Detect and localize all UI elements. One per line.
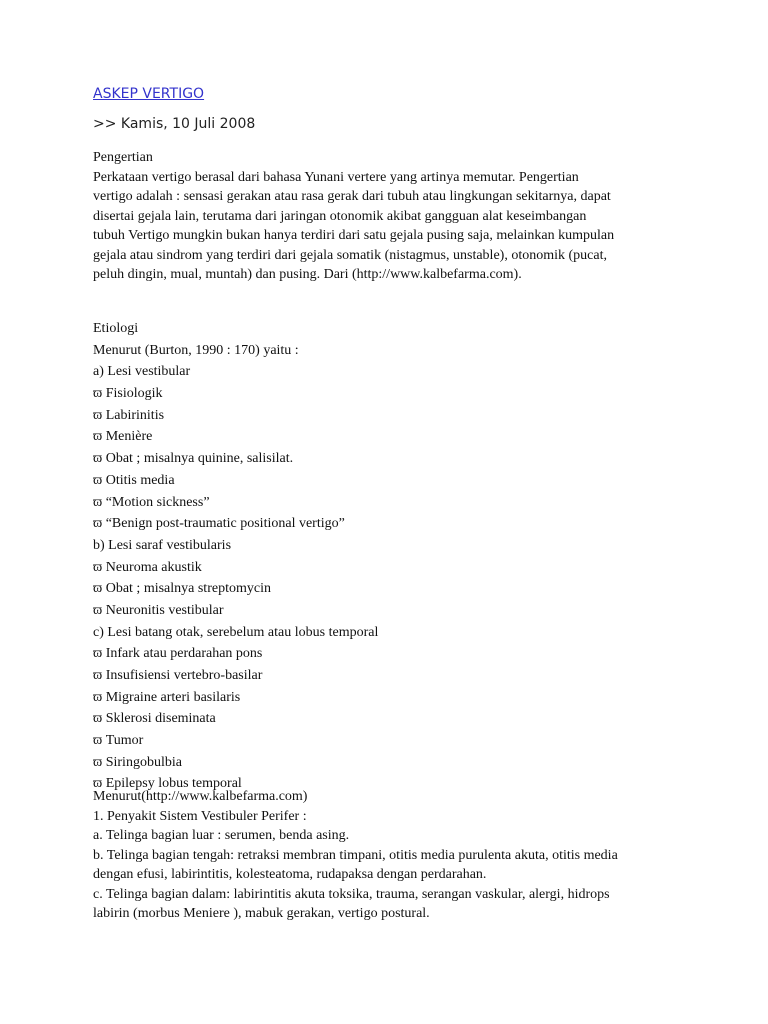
paragraph-line: gejala atau sindrom yang terdiri dari gejala somatik (nistagmus, unstable), otonomik (pucat, [93,247,607,263]
post-date: >> Kamis, 10 Juli 2008 [93,116,256,132]
section-heading: Pengertian [93,150,153,165]
paragraph-line: peluh dingin, mual, muntah) dan pusing. Dari (http://www.kalbefarma.com). [93,267,522,282]
list-item: ϖ Siringobulbia [93,754,182,770]
list-item: ϖ Insufisiensi vertebro-basilar [93,668,263,683]
list-item: ϖ “Benign post-traumatic positional vertigo” [93,516,345,532]
list-item: a. Telinga bagian luar : serumen, benda asing. [93,828,350,843]
list-item: ϖ Tumor [93,733,144,749]
list-item: ϖ “Motion sickness” [93,494,210,510]
numbered-heading: 1. Penyakit Sistem Vestibuler Perifer : [93,808,307,824]
list-item: dengan efusi, labirintitis, kolesteatoma, rudapaksa dengan perdarahan. [93,867,487,882]
list-item: ϖ Menière [93,429,153,445]
list-item: ϖ Fisiologik [93,386,163,402]
list-group-heading: a) Lesi vestibular [93,364,191,380]
paragraph-line: Perkataan vertigo berasal dari bahasa Yunani vertere yang artinya memutar. Pengertian [93,169,579,185]
list-item: ϖ Neuroma akustik [93,559,202,575]
list-item: ϖ Migraine arteri basilaris [93,689,241,705]
list-item: ϖ Infark atau perdarahan pons [93,646,263,662]
list-item: ϖ Sklerosi diseminata [93,711,216,727]
list-item: labirin (morbus Meniere ), mabuk gerakan, vertigo postural. [93,906,430,921]
kalbefarma-section [93,787,693,924]
list-item: ϖ Labirinitis [93,407,165,423]
list-item: ϖ Obat ; misalnya streptomycin [93,581,271,597]
list-item: c. Telinga bagian dalam: labirintitis akuta toksika, trauma, serangan vaskular, alergi, hidrops [93,886,610,902]
section-heading: Etiologi [93,321,139,336]
etiologi-section [93,318,693,795]
paragraph-line: tubuh Vertigo mungkin bukan hanya terdiri dari satu gejala pusing saja, melainkan kumpulan [93,228,615,243]
pengertian-section [93,148,683,285]
list-item: ϖ Otitis media [93,472,175,488]
list-item: ϖ Obat ; misalnya quinine, salisilat. [93,451,294,467]
paragraph-line: vertigo adalah : sensasi gerakan atau rasa gerak dari tubuh atau lingkungan sekitarnya, dapat [93,189,611,204]
list-group-heading: b) Lesi saraf vestibularis [93,537,232,553]
list-group-heading: c) Lesi batang otak, serebelum atau lobus temporal [93,624,379,640]
source-heading: Menurut(http://www.kalbefarma.com) [93,789,308,804]
list-item: ϖ Epilepsy lobus temporal [93,776,242,792]
title-link[interactable]: ASKEP VERTIGO [93,86,205,102]
list-item: b. Telinga bagian tengah: retraksi membran timpani, otitis media purulenta akuta, otitis media [93,847,618,863]
list-intro: Menurut (Burton, 1990 : 170) yaitu : [93,342,299,358]
list-item: ϖ Neuronitis vestibular [93,602,224,618]
paragraph-line: disertai gejala lain, terutama dari jaringan otonomik akibat gangguan alat keseimbangan [93,208,587,224]
